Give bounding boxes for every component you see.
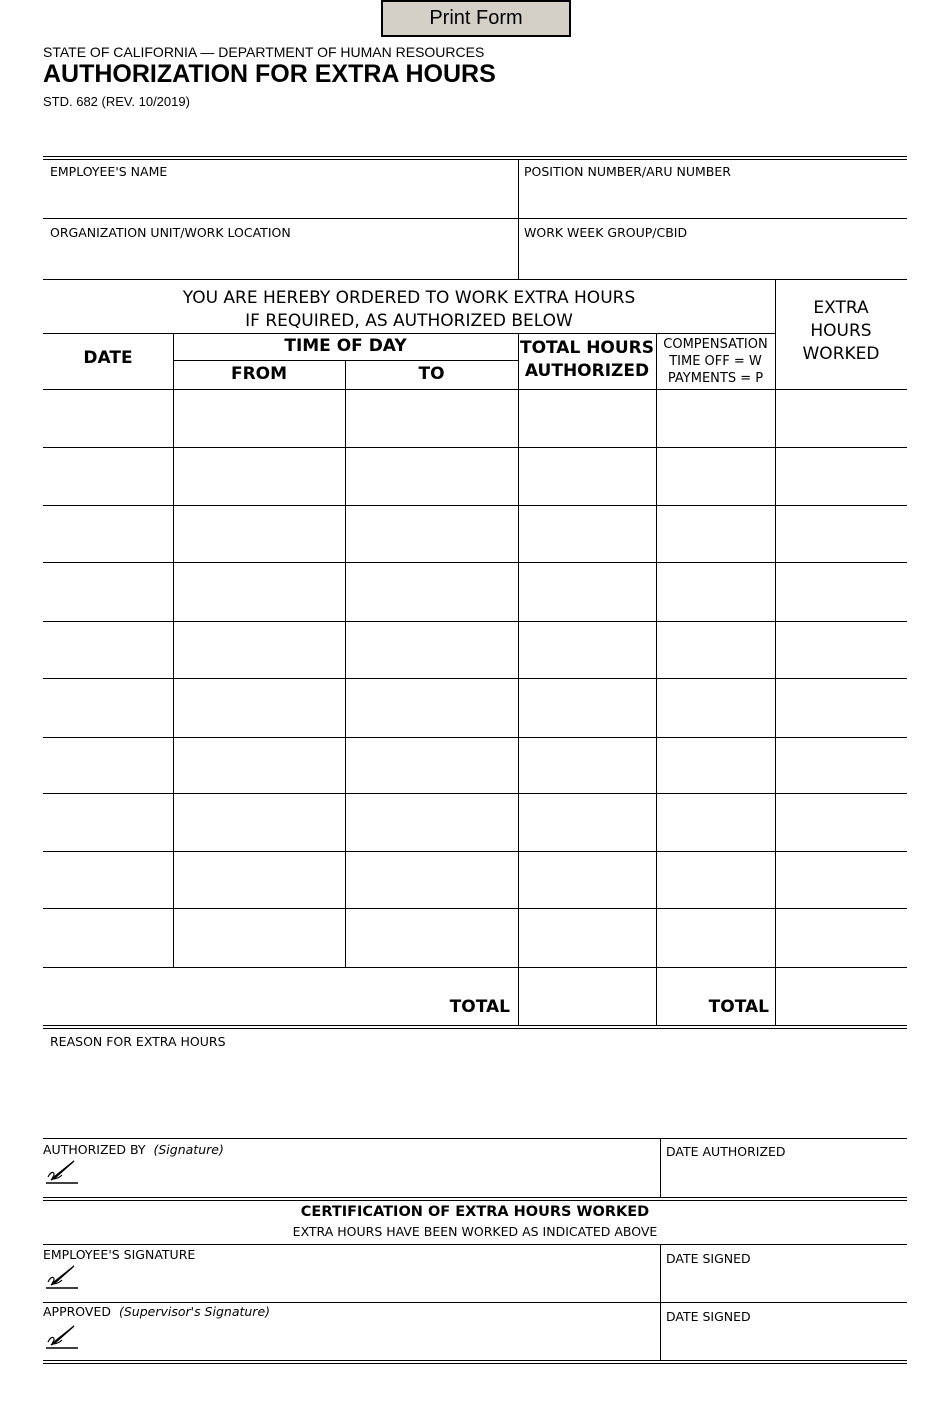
table-row-line [43,908,907,909]
agency-header: STATE OF CALIFORNIA — DEPARTMENT OF HUMAN RESOURCES [43,44,485,60]
date-cell[interactable] [45,507,172,561]
total-hours-authorized-cell[interactable] [520,739,655,792]
to-cell[interactable] [347,795,517,850]
table-row-line [43,851,907,852]
extra-hours-worked-cell[interactable] [777,795,905,850]
employee-signature-label: EMPLOYEE'S SIGNATURE [43,1247,196,1262]
divider [43,1197,907,1198]
compensation-cell[interactable] [658,507,774,561]
total-hours-authorized-cell[interactable] [520,391,655,446]
date-authorized-label: DATE AUTHORIZED [666,1144,786,1159]
work-week-group-field[interactable] [520,241,905,277]
divider [43,1302,907,1303]
divider [43,156,907,157]
extra-hours-worked-cell[interactable] [777,449,905,504]
employee-name-field[interactable] [44,180,516,216]
divider [43,1244,907,1245]
table-row-line [43,389,907,390]
date-cell[interactable] [45,739,172,792]
compensation-cell[interactable] [658,910,774,966]
date-cell[interactable] [45,391,172,446]
divider [43,1138,907,1139]
compensation-cell[interactable] [658,391,774,446]
extra-hours-worked-header [776,297,906,366]
date-cell[interactable] [45,564,172,620]
compensation-cell[interactable] [658,449,774,504]
compensation-header [656,336,775,387]
date-cell[interactable] [45,680,172,736]
compensation-cell[interactable] [658,739,774,792]
org-unit-label: ORGANIZATION UNIT/WORK LOCATION [50,225,291,240]
total-hours-authorized-cell[interactable] [520,910,655,966]
divider [43,1025,907,1026]
to-cell[interactable] [347,853,517,907]
date-cell[interactable] [45,853,172,907]
authorized-by-signature-field[interactable] [84,1160,658,1195]
comp-line-2: TIME OFF = W [669,354,762,369]
date-header: DATE [83,348,133,368]
divider [173,333,174,967]
divider [518,159,519,279]
total-label-right: TOTAL [708,997,769,1017]
from-cell[interactable] [175,910,344,966]
compensation-cell[interactable] [658,680,774,736]
divider [518,333,519,1025]
date-authorized-field[interactable] [662,1162,905,1195]
extra-hours-worked-cell[interactable] [777,391,905,446]
to-cell[interactable] [347,623,517,677]
time-of-day-header: TIME OF DAY [284,336,407,356]
comp-line-3: PAYMENTS = P [667,371,764,386]
total-hours-authorized-cell[interactable] [520,795,655,850]
total-hours-authorized-header [518,337,656,383]
supervisor-signature-field[interactable] [84,1322,658,1358]
compensation-cell[interactable] [658,623,774,677]
divider [43,1200,907,1201]
from-cell[interactable] [175,739,344,792]
divider [43,159,907,160]
form-title: AUTHORIZATION FOR EXTRA HOURS [43,60,496,88]
order-statement [43,287,775,333]
divider [656,333,657,1025]
extra-hours-worked-cell[interactable] [777,739,905,792]
from-cell[interactable] [175,507,344,561]
employee-name-label: EMPLOYEE'S NAME [50,164,168,179]
authorized-by-label [43,1142,224,1157]
to-cell[interactable] [347,680,517,736]
date-signed-field-1[interactable] [662,1268,905,1300]
divider [43,1028,907,1029]
divider [43,1360,907,1361]
table-row-line [43,621,907,622]
position-number-field[interactable] [520,180,905,216]
reason-field[interactable] [44,1052,905,1136]
date-signed-label-1: DATE SIGNED [666,1251,751,1266]
total-hours-authorized-cell[interactable] [520,564,655,620]
total-hours-authorized-cell[interactable] [520,680,655,736]
signature-hint: (Signature) [153,1142,224,1157]
extra-hours-worked-cell[interactable] [777,853,905,907]
order-line-1: YOU ARE HEREBY ORDERED TO WORK EXTRA HOURS [182,288,636,308]
total-hours-line-1: TOTAL HOURS [519,338,655,358]
date-signed-field-2[interactable] [662,1326,905,1358]
from-cell[interactable] [175,391,344,446]
divider [660,1138,661,1197]
to-cell[interactable] [347,910,517,966]
extra-hours-worked-cell[interactable] [777,564,905,620]
divider [775,279,776,1025]
table-row-line [43,678,907,679]
date-cell[interactable] [45,910,172,966]
to-cell[interactable] [347,564,517,620]
from-cell[interactable] [175,449,344,504]
pen-signature-icon [44,1324,80,1350]
authorized-by-text: AUTHORIZED BY [43,1142,146,1157]
employee-signature-field[interactable] [84,1264,658,1300]
compensation-cell[interactable] [658,564,774,620]
compensation-cell[interactable] [658,795,774,850]
from-cell[interactable] [175,564,344,620]
work-week-group-label: WORK WEEK GROUP/CBID [524,225,688,240]
divider [345,360,346,967]
print-form-button[interactable]: Print Form [381,0,571,37]
date-signed-label-2: DATE SIGNED [666,1309,751,1324]
total-hours-authorized-cell[interactable] [520,623,655,677]
from-header: FROM [230,364,288,384]
from-cell[interactable] [175,853,344,907]
extra-line-3: WORKED [802,344,880,364]
reason-label: REASON FOR EXTRA HOURS [50,1034,226,1049]
from-cell[interactable] [175,623,344,677]
extra-line-1: EXTRA [813,298,869,318]
total-hours-authorized-field[interactable] [520,969,654,1023]
certification-title: CERTIFICATION OF EXTRA HOURS WORKED [300,1204,650,1220]
from-cell[interactable] [175,680,344,736]
total-hours-authorized-cell[interactable] [520,449,655,504]
org-unit-field[interactable] [44,241,516,277]
table-row-line [43,793,907,794]
extra-hours-worked-cell[interactable] [777,910,905,966]
total-hours-authorized-cell[interactable] [520,507,655,561]
supervisor-signature-hint: (Supervisor's Signature) [118,1304,271,1319]
total-hours-line-2: AUTHORIZED [524,361,650,381]
order-line-2: IF REQUIRED, AS AUTHORIZED BELOW [245,311,573,331]
to-cell[interactable] [347,391,517,446]
date-cell[interactable] [45,449,172,504]
date-cell[interactable] [45,795,172,850]
to-cell[interactable] [347,449,517,504]
total-hours-authorized-cell[interactable] [520,853,655,907]
pen-signature-icon [44,1159,80,1185]
to-cell[interactable] [347,739,517,792]
date-cell[interactable] [45,623,172,677]
approved-text: APPROVED [43,1304,112,1319]
divider [43,333,775,334]
extra-line-2: HOURS [810,321,872,341]
to-cell[interactable] [347,507,517,561]
divider [43,218,907,219]
certification-subtitle: EXTRA HOURS HAVE BEEN WORKED AS INDICATED ABOVE [292,1224,658,1239]
extra-hours-worked-cell[interactable] [777,507,905,561]
comp-line-1: COMPENSATION [663,337,768,352]
divider [43,1363,907,1364]
extra-hours-worked-cell[interactable] [777,680,905,736]
table-row-line [43,505,907,506]
position-number-label: POSITION NUMBER/ARU NUMBER [524,164,731,179]
table-row-line [43,562,907,563]
total-extra-hours-field[interactable] [777,969,905,1023]
table-row-line [43,737,907,738]
to-header: TO [418,364,445,384]
total-label-left: TOTAL [449,997,510,1017]
extra-hours-worked-cell[interactable] [777,623,905,677]
table-row-line [43,447,907,448]
form-number: STD. 682 (REV. 10/2019) [43,94,190,109]
from-cell[interactable] [175,795,344,850]
pen-signature-icon [44,1264,80,1290]
approved-label [43,1304,270,1319]
table-row-line [43,967,907,968]
compensation-cell[interactable] [658,853,774,907]
divider [43,279,907,280]
